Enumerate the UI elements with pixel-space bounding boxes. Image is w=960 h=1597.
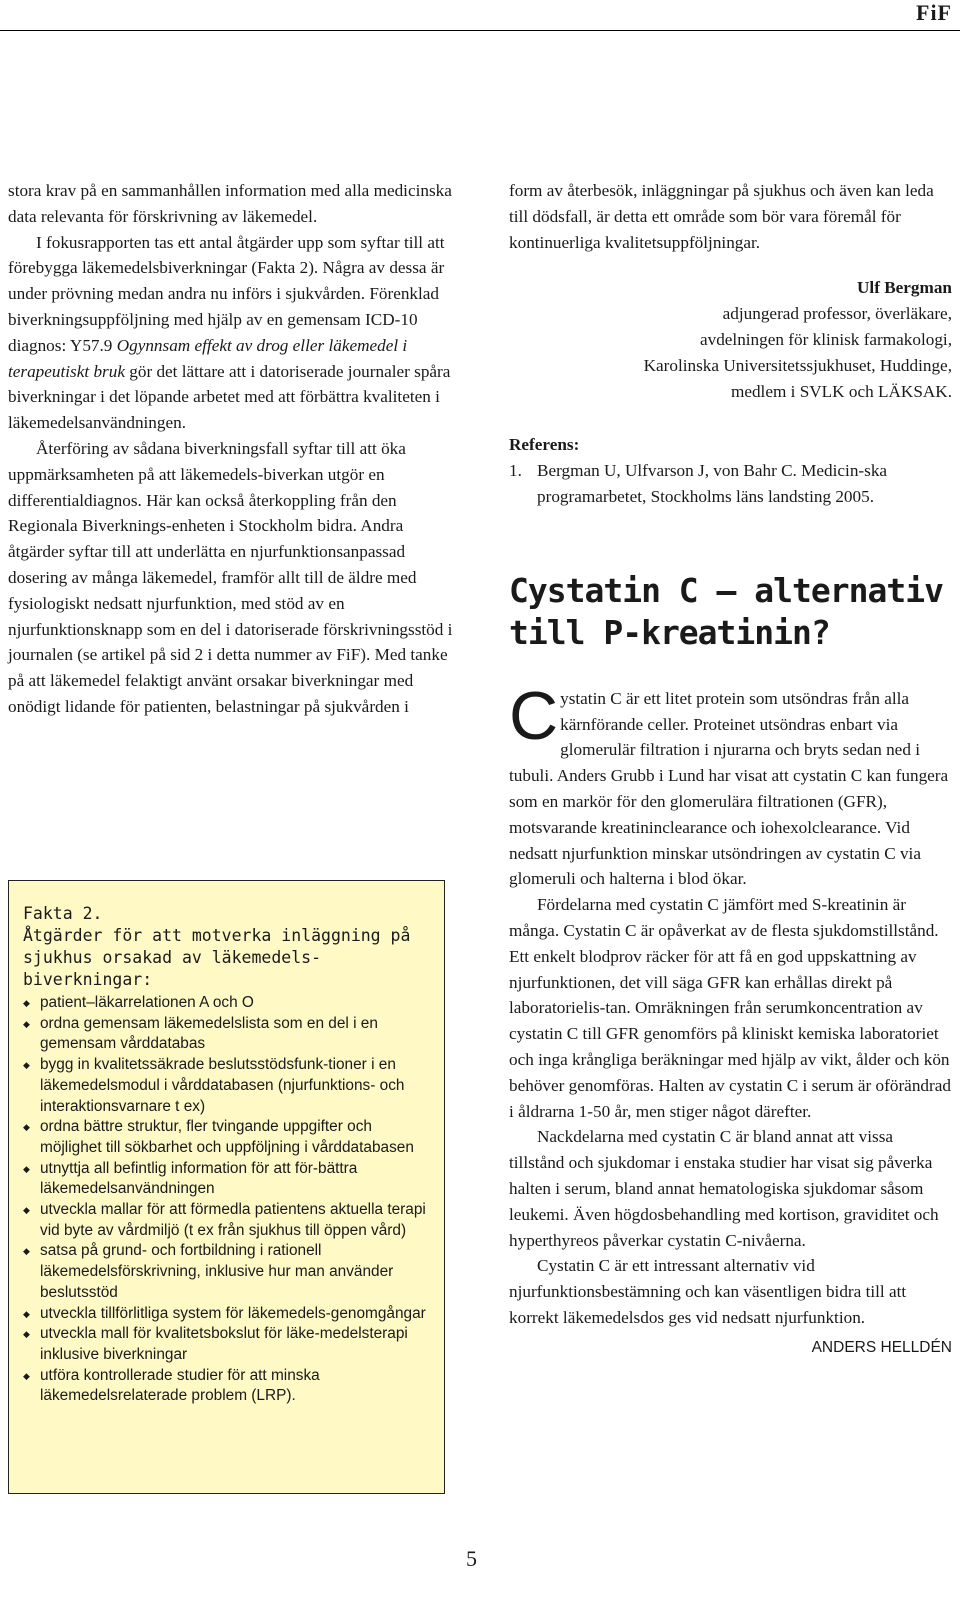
- paragraph: Nackdelarna med cystatin C är bland annat att vissa tillstånd och sjukdomar i enstaka studier har visat sig påverka halten i serum, bland annat hematologiska sjukdomar såsom leukemi. Även högdosbehandling med kortison, graviditet och hyperthyreos påverkar cystatin C-nivåerna.: [509, 1127, 939, 1250]
- article-title: Cystatin C – alternativ till P-kreatinin?: [509, 570, 943, 652]
- fact-box: [8, 880, 445, 1494]
- journal-brand: FiF: [916, 0, 952, 25]
- page-number: 5: [466, 1546, 477, 1571]
- references-heading: Referens:: [509, 435, 580, 455]
- paragraph: form av återbesök, inläggningar på sjukhus och även kan leda till dödsfall, är detta ett område som bör vara föremål för kontinuerliga kvalitetsuppföljningar.: [509, 181, 934, 252]
- reference-text: Bergman U, Ulfvarson J, von Bahr C. Medicin-ska programarbetet, Stockholms läns landsting 2005.: [537, 461, 888, 506]
- paragraph: Cystatin C är ett intressant alternativ vid njurfunktionsbestämning och kan väsentligen bidra till att korrekt läkemedelsdos ges vid nedsatt njurfunktion.: [509, 1256, 907, 1327]
- reference-number: 1.: [509, 461, 522, 481]
- list-item: ◆ utveckla mall för kvalitetsbokslut för läke-medelsterapi inklusive biverkningar: [23, 1324, 432, 1365]
- reference-item: [509, 458, 952, 510]
- list-item: ◆ utföra kontrollerade studier för att minska läkemedelsrelaterade problem (LRP).: [23, 1366, 432, 1407]
- list-item: ◆ utnyttja all befintlig information för att för-bättra läkemedelsanvändningen: [23, 1159, 432, 1200]
- list-item: ◆ utveckla tillförlitliga system för läkemedels-genomgångar: [23, 1304, 432, 1325]
- header-rule: [0, 30, 960, 31]
- left-column: [8, 178, 453, 720]
- list-item: ◆ bygg in kvalitetssäkrade beslutsstödsfunk-tioner i en läkemedelsmodul i vårddatabasen (njurfunktions- och interaktionsvarnare t ex): [23, 1055, 432, 1117]
- list-item: ◆ utveckla mallar för att förmedla patientens aktuella terapi vid byte av vårdmiljö (t ex från sjukhus till öppen vård): [23, 1200, 432, 1241]
- paragraph: stora krav på en sammanhållen information med alla medicinska data relevanta för förskrivning av läkemedel.: [8, 181, 452, 226]
- dropcap: C: [509, 677, 559, 754]
- paragraph: Återföring av sådana biverkningsfall syftar till att öka uppmärksamheten på att läkemedels-biverkan utgör en differentialdiagnos. Här kan också återkoppling från den Regionala Biverknings-enheten i Stockholm bidra. Andra åtgärder syftar till att underlätta en njurfunktionsanpassad dosering av många läkemedel, framför allt till de äldre med fysiologiskt nedsatt njurfunktion, med stöd av en njurfunktionsknapp som en del i datoriserade förskrivningsstöd i journalen (se artikel på sid 2 i detta nummer av FiF). Med tanke på att läkemedel felaktigt använt orsakar biverkningar med onödigt lidande för patienten, belastningar på sjukvården i: [8, 438, 453, 716]
- author-affiliation: medlem i SVLK och LÄKSAK.: [730, 381, 952, 401]
- italic-term: Ogynnsam effekt av drog eller läkemedel i terapeutiskt bruk: [8, 335, 408, 381]
- author-affiliation: avdelningen för klinisk farmakologi,: [699, 329, 952, 349]
- author-affiliation: Karolinska Universitetssjukhuset, Huddinge,: [643, 355, 952, 375]
- list-item: ◆ ordna bättre struktur, fler tvingande uppgifter och möjlighet till sökbarhet och uppföljning i vårddatabasen: [23, 1117, 432, 1158]
- article-body: [509, 677, 952, 1331]
- article-signature: ANDERS HELLDÉN: [811, 1338, 952, 1356]
- author-affiliation: adjungerad professor, överläkare,: [722, 304, 952, 324]
- list-item: ◆ patient–läkarrelationen A och O: [23, 993, 432, 1014]
- right-column: [509, 178, 952, 1357]
- list-item: ◆ satsa på grund- och fortbildning i rationell läkemedelsförskrivning, inklusive hur man använder beslutsstöd: [23, 1241, 432, 1303]
- paragraph: Cystatin C är ett litet protein som utsöndras från alla kärnförande celler. Proteinet utsöndras enbart via glomerulär filtration i njurarna och bryts sedan ned i tubuli. Anders Grubb i Lund har visat att cystatin C kan fungera som en markör för den glomerulära filtrationen (GFR), motsvarande kreatininclearance och iohexolclearance. Vid nedsatt njurfunktion minskar utsöndringen av cystatin C via glomeruli och halterna i blod ökar.: [509, 677, 949, 889]
- fact-box-title: Fakta 2.: [23, 904, 103, 923]
- author-block: [509, 275, 952, 404]
- list-item: ◆ ordna gemensam läkemedelslista som en del i en gemensam vårddatabas: [23, 1014, 432, 1055]
- author-name: Ulf Bergman: [857, 278, 952, 298]
- fact-box-subtitle: Åtgärder för att motverka inläggning på sjukhus orsakad av läkemedels-biverkningar:: [23, 926, 411, 989]
- paragraph: Fördelarna med cystatin C jämfört med S-kreatinin är många. Cystatin C är opåverkat av de flesta sjukdomstillstånd. Ett enkelt blodprov räcker för att få en god uppskattning av njurfunktionen, det vill säga GFR kan erhållas direkt på laboratorielis-tan. Omräkningen från serumkoncentration av cystatin C till GFR genomförs på kliniskt kemiska laboratoriet och inga krångliga beräkningar med hjälp av vikt, ålder och kön behöver genomföras. Halten av cystatin C i serum är oförändrad i åldrarna 1-50 år, men stiger något därefter.: [509, 895, 951, 1121]
- paragraph: I fokusrapporten tas ett antal åtgärder upp som syftar till att förebygga läkemedelsbiverkningar (Fakta 2). Några av dessa är under prövning medan andra nu införs i sjukvården. Förenklad biverkningsuppföljning med hjälp av en gemensam ICD-10 diagnos: Y57.9 Ogynnsam effekt av drog eller läkemedel i terapeutiskt bruk gör det lättare att i datoriserade journaler spåra biverkningar i det löpande arbetet med att förbättra kvaliteten i läkemedelsanvändningen.: [8, 232, 451, 433]
- fact-box-list: [23, 993, 432, 1407]
